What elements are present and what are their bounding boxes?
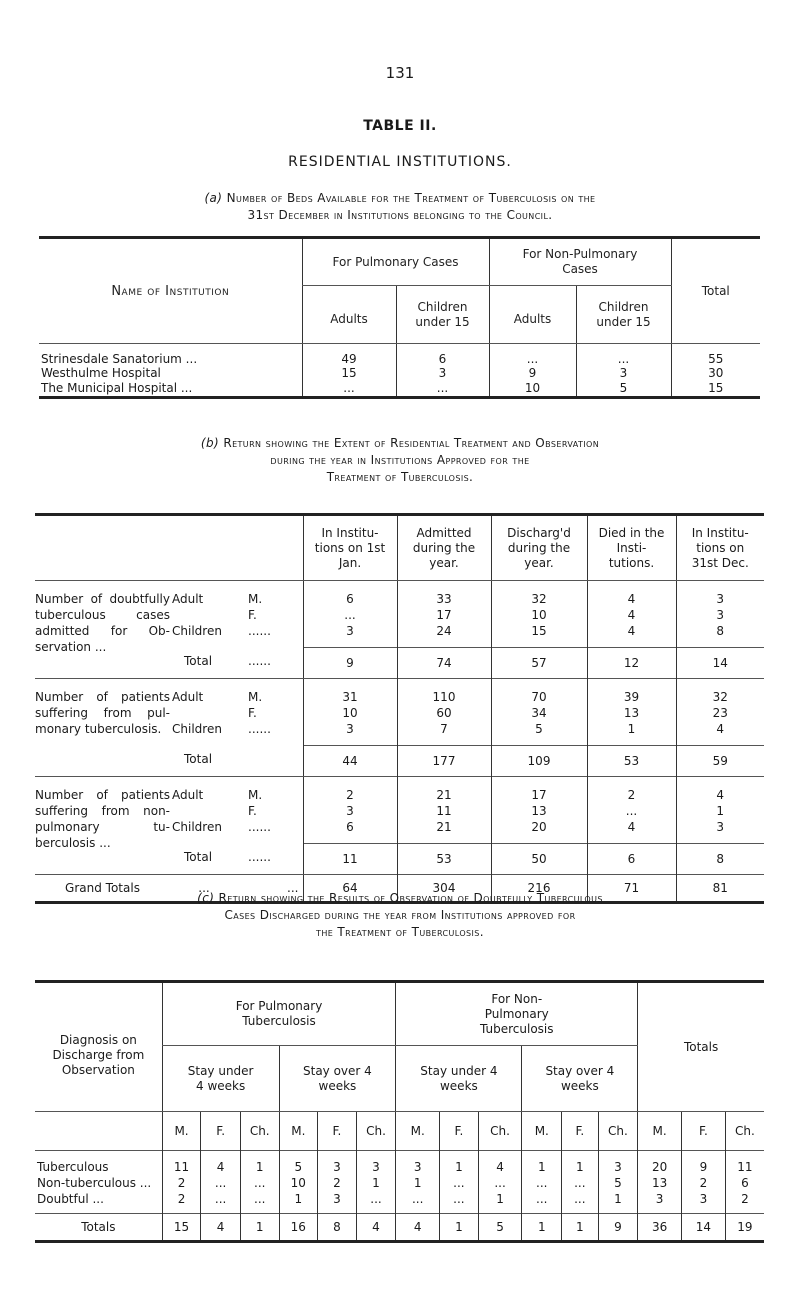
table-row: 3 11 13 ... 1 — [35, 803, 764, 819]
caption-b-line2: during the year in Institutions Approved for the — [270, 453, 530, 467]
caption-c-label: (c) — [197, 891, 215, 905]
col-np-children: Children under 15 — [576, 286, 671, 344]
col-np-over: Stay over 4 weeks — [522, 1046, 638, 1112]
col-p-under: Stay under 4 weeks — [162, 1046, 279, 1112]
observation-results-table — [35, 980, 764, 1243]
col-p-adults: Adults — [302, 286, 396, 344]
table-row: Strinesdale Sanatorium ... 49 6 ... ... 55 — [39, 344, 760, 366]
col-diagnosis: Diagnosis on Discharge from Observation — [35, 982, 162, 1112]
table-row: Number of doubtfully tuberculous cases admitted for Ob- servation ... Adult Children Total M. F. ...... ...... 6 33 32 4 3 — [35, 581, 764, 608]
col-totals: Totals — [638, 982, 764, 1112]
section-heading: RESIDENTIAL INSTITUTIONS. — [288, 154, 512, 170]
treatment-table — [35, 513, 764, 904]
sex-header-row: M. F. Ch. M. F. Ch. M. F. Ch. M. F. Ch. M. F. Ch. — [35, 1112, 764, 1151]
table-row: 9 74 57 12 14 — [35, 648, 764, 679]
col-discharged: Discharg'd during the year. — [491, 515, 587, 581]
totals-row: Totals 15 4 1 16 8 4 4 1 5 1 1 9 36 14 19 — [35, 1214, 764, 1242]
group-label: Number of patients suffering from non-pulmonary tu- berculosis ... — [35, 777, 170, 875]
table-row: 3 24 15 4 8 — [35, 623, 764, 648]
table-row: The Municipal Hospital ... ... ... 10 5 15 — [39, 381, 760, 398]
caption-a-line1: Number of Beds Available for the Treatment of Tuberculosis on the — [226, 191, 596, 205]
col-nonpulmonary: For Non-Pulmonary Tuberculosis — [396, 982, 638, 1046]
caption-b-line3: Treatment of Tuberculosis. — [326, 470, 474, 484]
table-row: 10 60 34 13 23 — [35, 705, 764, 721]
table-row: Number of patients suffering from pul- monary tuberculosis. Adult Children Total M. F. ...... 31 110 70 39 32 — [35, 679, 764, 706]
page-number: 131 — [385, 64, 415, 82]
table-row: 11 53 50 6 8 — [35, 844, 764, 875]
caption-a-label: (a) — [204, 191, 223, 205]
table-row: Westhulme Hospital 15 3 9 3 30 — [39, 366, 760, 381]
table-row: Tuberculous 11 4 1 5 3 3 3 1 4 1 1 3 20 9 11 — [35, 1151, 764, 1176]
caption-c — [46, 890, 754, 941]
beds-table — [39, 236, 760, 399]
caption-c-line1: Return showing the Results of Observation of Doubtfully Tuberculous — [218, 891, 603, 905]
caption-c-line3: the Treatment of Tuberculosis. — [316, 925, 484, 939]
caption-a — [46, 190, 754, 224]
col-on-31st-dec: In Institu- tions on 31st Dec. — [676, 515, 764, 581]
table-row: Doubtful ... 2 ... ... 1 3 ... ... ... 1 ... ... 1 3 3 2 — [35, 1191, 764, 1214]
caption-c-line2: Cases Discharged during the year from Institutions approved for — [224, 908, 576, 922]
grand-totals-row: Grand Totals ... ... 64 304 216 71 81 — [35, 875, 764, 903]
col-np-adults: Adults — [489, 286, 576, 344]
col-pulmonary: For Pulmonary Tuberculosis — [162, 982, 396, 1046]
col-institution-name: Name of Institution — [39, 238, 302, 344]
table-row: Non-tuberculous ... 2 ... ... 10 2 1 1 ... ... ... ... 5 13 2 6 — [35, 1175, 764, 1191]
col-p-over: Stay over 4 weeks — [279, 1046, 396, 1112]
table-title: TABLE II. — [363, 118, 437, 134]
table-row: ... 17 10 4 3 — [35, 607, 764, 623]
caption-a-line2: 31st December in Institutions belonging to the Council. — [247, 208, 553, 222]
col-pulmonary: For Pulmonary Cases — [302, 238, 489, 286]
col-total: Total — [671, 238, 760, 344]
col-died: Died in the Insti- tutions. — [587, 515, 676, 581]
caption-b-line1: Return showing the Extent of Residential Treatment and Observation — [223, 436, 600, 450]
col-p-children: Children under 15 — [396, 286, 489, 344]
col-np-under: Stay under 4 weeks — [396, 1046, 522, 1112]
group-label: Number of patients suffering from pul- monary tuberculosis. — [35, 679, 170, 777]
table-row: 3 7 5 1 4 — [35, 721, 764, 746]
table-row: 44 177 109 53 59 — [35, 746, 764, 777]
table-row: Number of patients suffering from non-pulmonary tu- berculosis ... Adult Children Total M. F. ...... ...... 2 21 17 2 4 — [35, 777, 764, 804]
col-nonpulmonary: For Non-Pulmonary Cases — [489, 238, 671, 286]
caption-b-label: (b) — [200, 436, 220, 450]
table-row: 6 21 20 4 3 — [35, 819, 764, 844]
col-on-1st-jan: In Institu- tions on 1st Jan. — [303, 515, 397, 581]
group-label: Number of doubtfully tuberculous cases admitted for Ob- servation ... — [35, 581, 170, 679]
col-admitted: Admitted during the year. — [397, 515, 491, 581]
caption-b — [46, 435, 754, 486]
